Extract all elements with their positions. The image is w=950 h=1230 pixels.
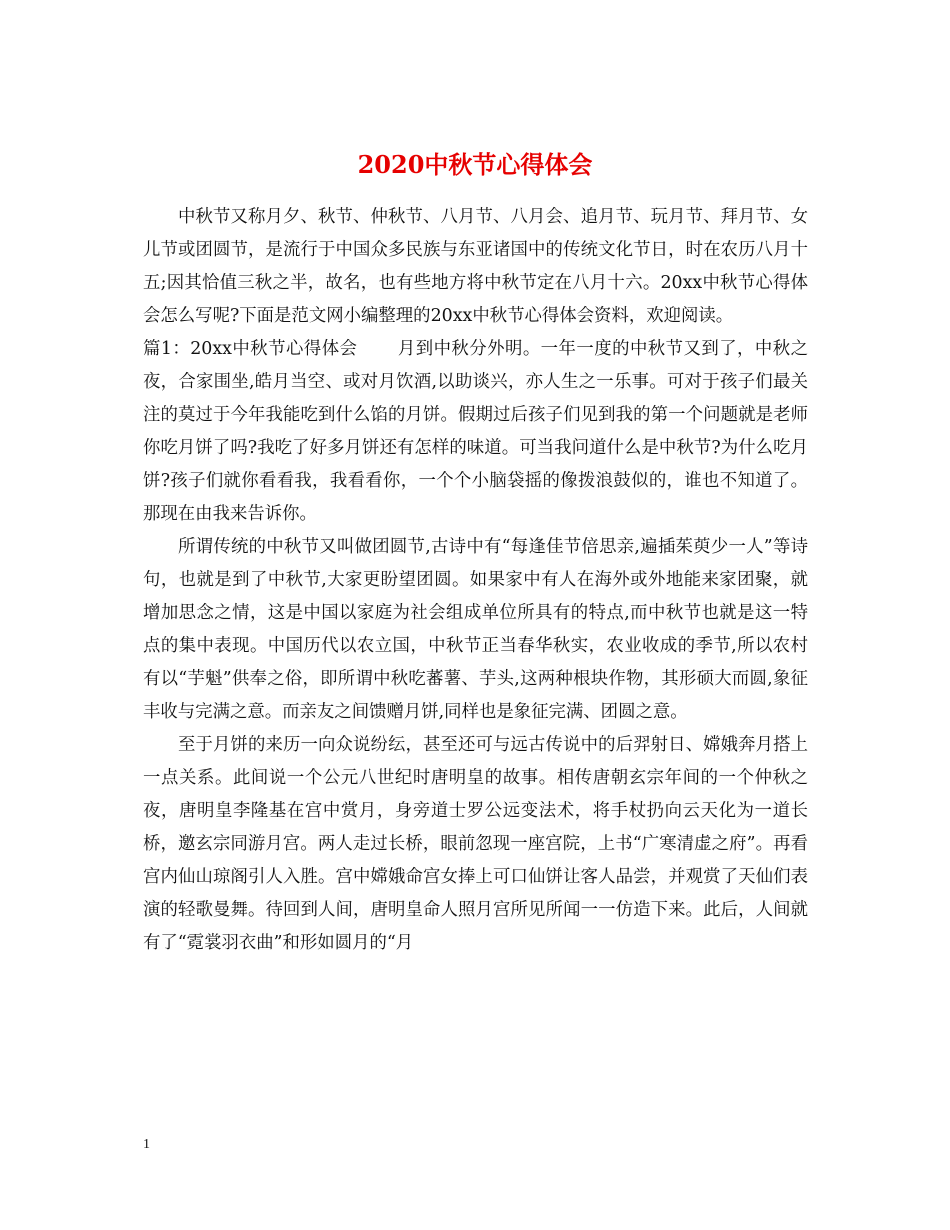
page-title: 2020中秋节心得体会 xyxy=(357,150,593,180)
document-body xyxy=(143,201,808,960)
section-paragraph xyxy=(143,333,808,531)
section-heading: 篇1：20xx中秋节心得体会 xyxy=(143,339,358,359)
page-number: 1 xyxy=(143,1137,150,1152)
tradition-paragraph: 所谓传统的中秋节又叫做团圆节,古诗中有“每逢佳节倍思亲,遍插茱萸少一人”等诗句，也就是到了中秋节,大家更盼望团圆。如果家中有人在海外或外地能来家团聚，就增加思念之情，这是中国以家庭为社会组成单位所具有的特点,而中秋节也就是这一特点的集中表现。中国历代以农立国，中秋节正当春华秋实，农业收成的季节,所以农村有以“芋魁”供奉之俗，即所谓中秋吃蕃薯、芋头,这两种根块作物，其形硕大而圆,象征丰收与完满之意。而亲友之间馈赠月饼,同样也是象征完满、团圆之意。 xyxy=(143,537,808,722)
intro-paragraph: 中秋节又称月夕、秋节、仲秋节、八月节、八月会、追月节、玩月节、拜月节、女儿节或团圆节，是流行于中国众多民族与东亚诸国中的传统文化节日，时在农历八月十五;因其恰值三秋之半，故名，也有些地方将中秋节定在八月十六。20xx中秋节心得体会怎么写呢?下面是范文网小编整理的20xx中秋节心得体会资料，欢迎阅读。 xyxy=(143,207,808,326)
section-first-paragraph: 月到中秋分外明。一年一度的中秋节又到了，中秋之夜，合家围坐,皓月当空、或对月饮酒,以助谈兴，亦人生之一乐事。可对于孩子们最关注的莫过于今年我能吃到什么馅的月饼。假期过后孩子们见到我的第一个问题就是老师你吃月饼了吗?我吃了好多月饼还有怎样的味道。可当我问道什么是中秋节?为什么吃月饼?孩子们就你看看我，我看看你，一个个小脑袋摇的像拨浪鼓似的，谁也不知道了。那现在由我来告诉你。 xyxy=(143,339,808,524)
mooncake-origin-paragraph: 至于月饼的来历一向众说纷纭，甚至还可与远古传说中的后羿射日、嫦娥奔月搭上一点关系。此间说一个公元八世纪时唐明皇的故事。相传唐朝玄宗年间的一个仲秋之夜，唐明皇李隆基在宫中赏月，身旁道士罗公远变法术，将手杖扔向云天化为一道长桥，邀玄宗同游月宫。两人走过长桥，眼前忽现一座宫院，上书“广寒清虚之府”。再看宫内仙山琼阁引人入胜。宫中嫦娥命宫女捧上可口仙饼让客人品尝，并观赏了天仙们表演的轻歌曼舞。待回到人间，唐明皇命人照月宫所见所闻一一仿造下来。此后，人间就有了“霓裳羽衣曲”和形如圆月的“月 xyxy=(143,735,808,953)
